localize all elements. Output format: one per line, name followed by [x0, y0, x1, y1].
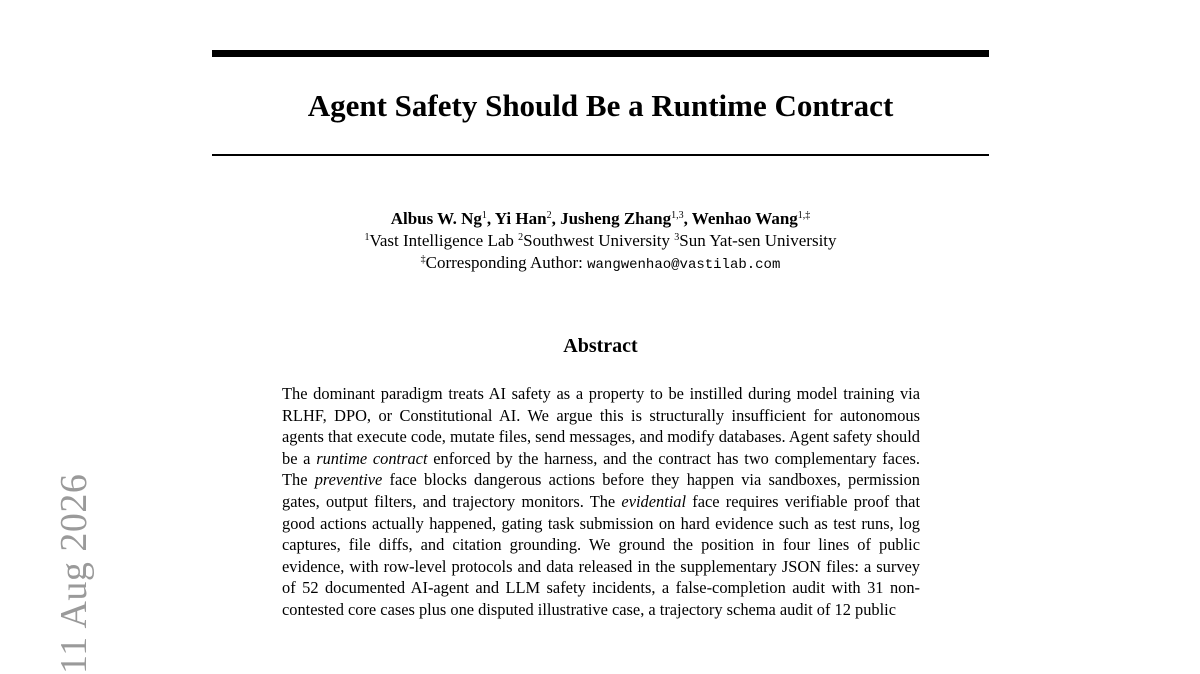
author-affil-mark: 1,‡ — [797, 210, 811, 221]
author-name: Jusheng Zhang — [560, 209, 672, 228]
abstract-emphasis: runtime contract — [316, 448, 428, 468]
top-rule — [212, 50, 989, 57]
title-rule — [212, 154, 989, 156]
author-name: Wenhao Wang — [691, 209, 798, 228]
affiliation: Vast Intelligence Lab — [369, 231, 514, 250]
author-name: Albus W. Ng — [390, 209, 482, 228]
author-affil-mark: 2 — [546, 210, 552, 221]
abstract-body — [282, 383, 920, 621]
affil-mark: 1 — [364, 232, 370, 243]
abstract-text: face blocks dangerous actions before they happen via sandboxes, permission gates, output filters, and trajectory monitors. The — [282, 470, 920, 511]
author-affil-mark: 1 — [481, 210, 487, 221]
affiliation: Southwest University — [523, 231, 671, 250]
affiliation-list — [212, 230, 989, 252]
abstract-text: face requires verifiable proof that good actions actually happened, gating task submission on hard evidence such as test runs, log captures, file diffs, and citation grounding. We ground the position in four lines of public evidence, with row-level protocols and data released in the supplementary JSON files: a survey of 52 documented AI-agent and LLM safety incidents, a false-completion audit with 31 non-contested core cases plus one disputed illustrative case, a trajectory schema audit of 12 public — [282, 491, 921, 619]
corresponding-label: Corresponding Author: — [425, 253, 588, 272]
abstract-emphasis: evidential — [621, 491, 687, 511]
corresponding-email[interactable]: wangwenhao@vastilab.com — [587, 257, 781, 273]
abstract-text: The dominant paradigm treats AI safety as a property to be instilled during model training via RLHF, DPO, or Constitutional AI. We argue this is structurally insufficient for autonomous agents that execute code, mutate files, send messages, and modify databases. Agent safety should be a — [282, 384, 920, 468]
paper-title: Agent Safety Should Be a Runtime Contract — [307, 88, 894, 123]
arxiv-side-stamp — [20, 444, 95, 674]
corresponding-author — [212, 252, 989, 276]
author-block — [212, 208, 989, 276]
abstract-text: enforced by the harness, and the contract has two complementary faces. The — [282, 448, 920, 490]
author-name: Yi Han — [494, 209, 547, 228]
corresponding-mark: ‡ — [420, 254, 426, 265]
affil-mark: 2 — [518, 232, 524, 243]
abstract-heading: Abstract — [563, 335, 638, 357]
author-affil-mark: 1,3 — [671, 210, 684, 221]
author-list: Albus W. Ng$^1$, Yi Han$^2$, Jusheng Zhang$^{1,3}$, Wenhao Wang$^{1,\ddagger}$ — [390, 209, 811, 228]
side-stamp-text: 11 Aug 2026 — [53, 473, 95, 674]
affil-mark: 3 — [674, 232, 680, 243]
affiliation: Sun Yat-sen University — [679, 231, 837, 250]
abstract-emphasis: preventive — [314, 470, 383, 490]
